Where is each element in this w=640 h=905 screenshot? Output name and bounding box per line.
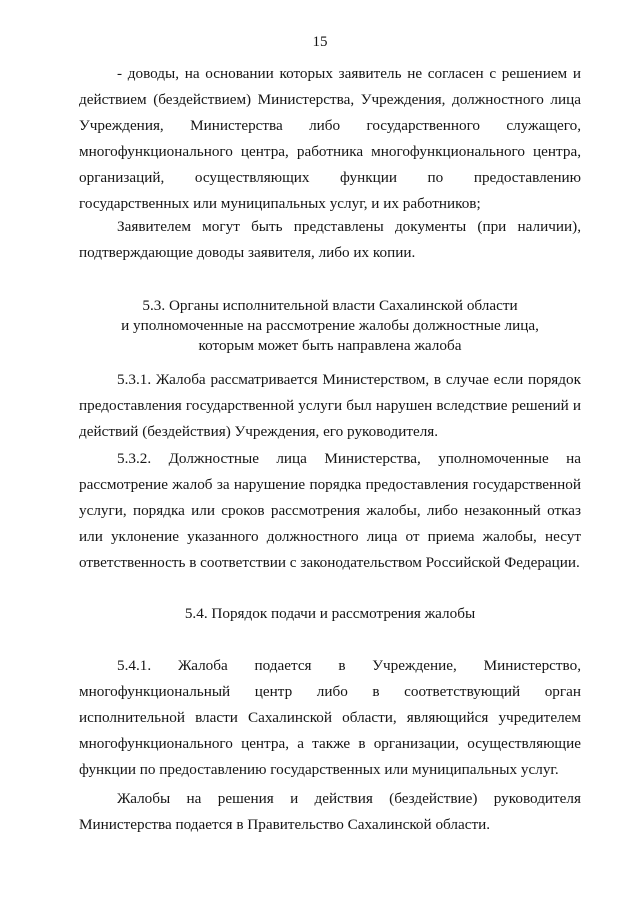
section-heading-5-4 [79, 604, 581, 624]
heading-line: которым может быть направлена жалоба [198, 337, 462, 354]
heading-line: и уполномоченные на рассмотрение жалобы должностные лица, [121, 317, 539, 334]
paragraph-5-4-2 [79, 786, 581, 838]
paragraph-5-3-1 [79, 367, 581, 445]
paragraph-text: 5.4.1. Жалоба подается в Учреждение, Министерство, многофункциональный центр либо в соответствующий орган исполнительной власти Сахалинской области, являющийся учредителем многофункционального центра, а также в организации, осуществляющие функции по предоставлению государственных или муниципальных услуг. [79, 657, 581, 778]
paragraph-text: Жалобы на решения и действия (бездействие) руководителя Министерства подается в Правительство Сахалинской области. [79, 790, 581, 833]
paragraph-text: 5.3.2. Должностные лица Министерства, уполномоченные на рассмотрение жалоб за нарушение порядка предоставления государственной услуги, порядка или сроков рассмотрения жалобы, либо незаконный отказ или уклонение указанного должностного лица от приема жалобы, несут ответственность в соответствии с законодательством Российской Федерации. [79, 450, 581, 571]
paragraph-documents [79, 214, 581, 266]
paragraph-5-3-2 [79, 446, 581, 576]
paragraph-text: - доводы, на основании которых заявитель не согласен с решением и действием (бездействием) Министерства, Учреждения, должностного лица Учреждения, Министерства либо государственного служащего, многофункционального центра, работника многофункционального центра, организаций, осуществляющих функции по предоставлению государственных или муниципальных услуг, и их работников; [79, 65, 581, 212]
paragraph-text: 5.3.1. Жалоба рассматривается Министерством, в случае если порядок предоставления государственной услуги был нарушен вследствие решений и действий (бездействия) Учреждения, его руководителя. [79, 371, 581, 440]
heading-line: 5.4. Порядок подачи и рассмотрения жалобы [184, 605, 476, 622]
heading-line: 5.3. Органы исполнительной власти Сахалинской области [142, 297, 518, 314]
paragraph-text: Заявителем могут быть представлены документы (при наличии), подтверждающие доводы заявителя, либо их копии. [79, 218, 581, 261]
page-number: 15 [312, 34, 328, 50]
paragraph-arguments [79, 61, 581, 217]
paragraph-5-4-1 [79, 653, 581, 783]
section-heading-5-3 [79, 296, 581, 356]
